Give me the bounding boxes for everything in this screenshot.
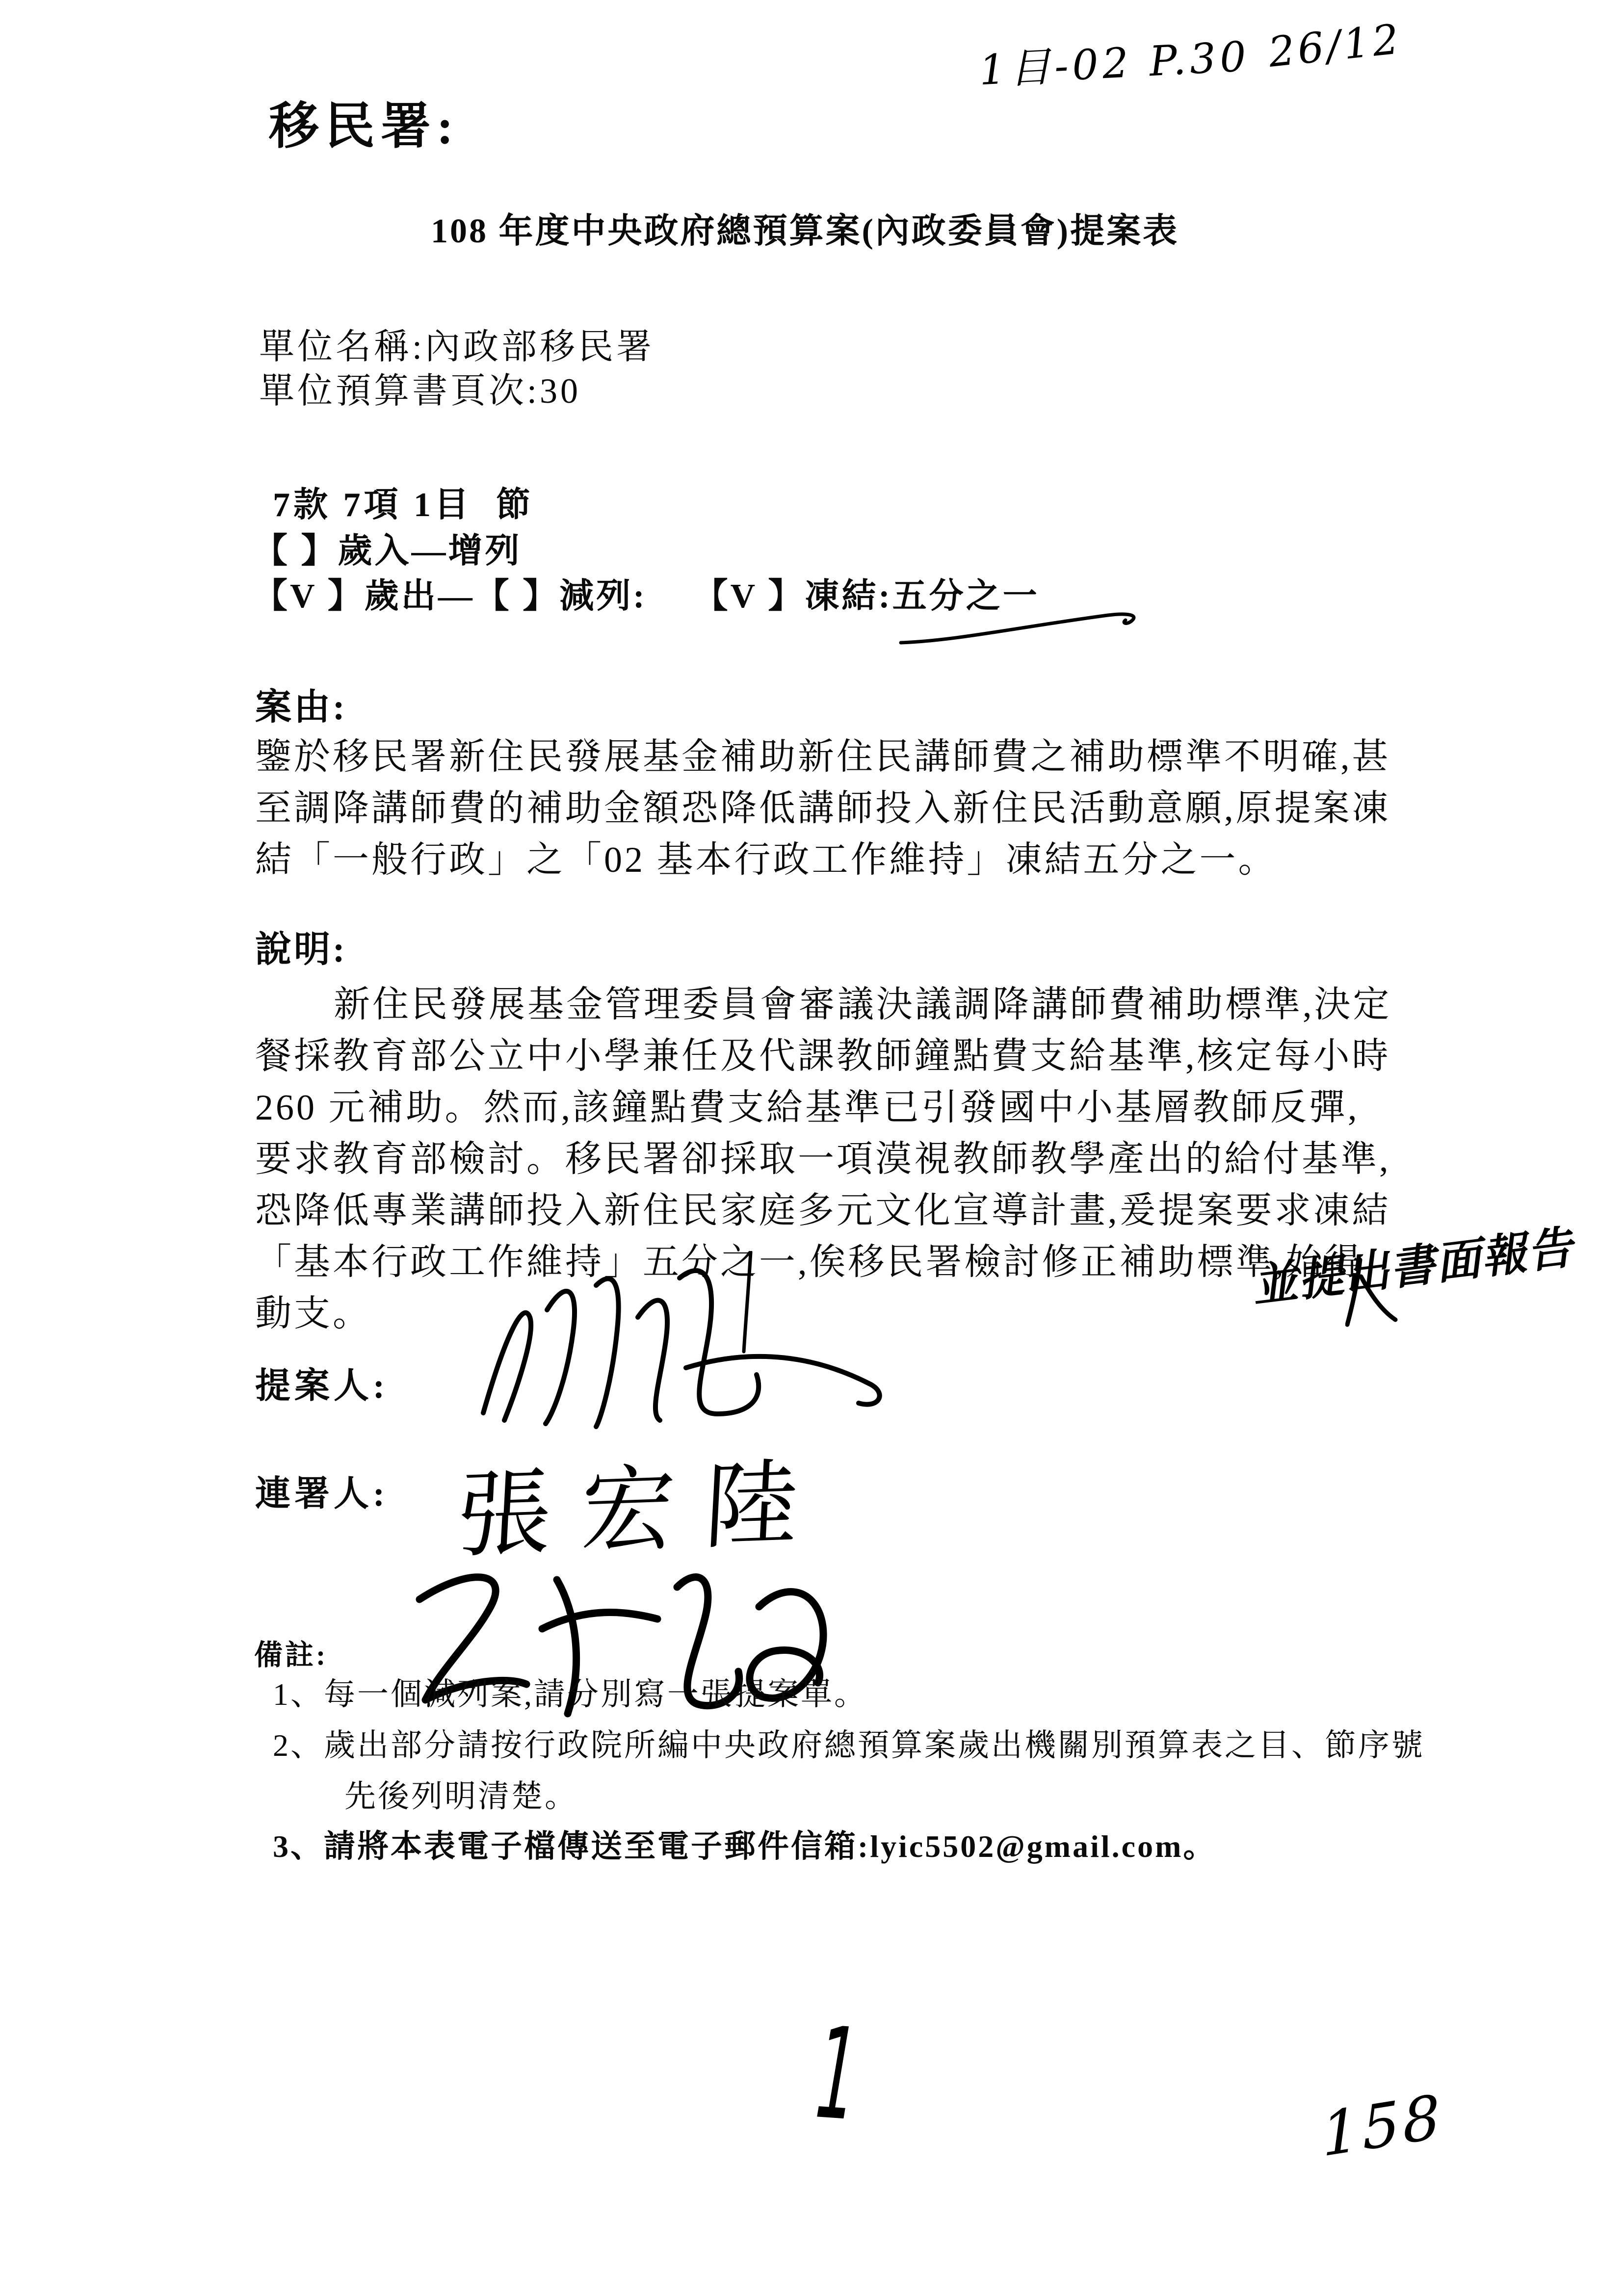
handwritten-annotation: 並提出書面報告 [1249,1220,1576,1313]
note-item: 2、歲出部分請按行政院所編中央政府總預算案歲出機關別預算表之目、節序號 [273,1728,1425,1763]
notes-heading: 備註: [254,1639,328,1671]
case-text-line: 至調降講師費的補助金額恐降低講師投入新住民活動意願,原提案凍 [255,788,1391,829]
cosigner-label: 連署人: [255,1474,389,1513]
unit-budget-page-line: 單位預算書頁次:30 [259,371,581,411]
handwritten-top-note-reference: 1目-02 P.30 [978,32,1252,95]
explanation-heading: 說明: [255,930,347,970]
handwritten-corner-number: 158 [1319,2081,1445,2170]
agency-heading: 移民署: [269,99,459,155]
cosigner-signature-name: 張宏陸 [454,1448,831,1571]
case-text-line: 鑒於移民署新住民發展基金補助新住民講師費之補助標準不明確,甚 [255,737,1391,777]
explanation-text-line: 餐採教育部公立中小學兼任及代課教師鐘點費支給基準,核定每小時 [255,1036,1391,1076]
handwritten-underline [897,604,1152,649]
handwritten-top-note-date: 26/12 [1266,15,1404,77]
case-heading: 案由: [255,687,347,728]
proposer-signature [456,1251,908,1457]
proposer-label: 提案人: [255,1366,389,1406]
expenditure-reduce-option: 【V 】歲出—【 】減列: [253,577,647,615]
freeze-option: 【V 】凍結: [693,577,892,615]
explanation-text-line: 新住民發展基金管理委員會審議決議調降講師費補助標準,決定 [334,985,1392,1025]
note-item: 3、請將本表電子檔傳送至電子郵件信箱:lyic5502@gmail.com。 [273,1829,1217,1864]
revenue-checkbox-line: 【 】歲入—增列 [253,532,522,570]
document-title: 108 年度中央政府總預算案(內政委員會)提案表 [431,212,1179,250]
explanation-text-line: 恐降低專業講師投入新住民家庭多元文化宣導計畫,爰提案要求凍結 [255,1191,1391,1231]
unit-name-line: 單位名稱:內政部移民署 [259,327,655,366]
explanation-text-line: 「基本行政工作維持」五分之一,俟移民署檢討修正補助標準,始得 [255,1242,1363,1282]
note-item-continuation: 先後列明清楚。 [344,1779,578,1814]
explanation-text-line: 要求教育部檢討。移民署卻採取一項漠視教師教學產出的給付基準, [255,1139,1391,1179]
explanation-text-line: 260 元補助。然而,該鐘點費支給基準已引發國中小基層教師反彈, [255,1088,1360,1128]
freeze-amount: 五分之一 [892,577,1040,615]
budget-item-classification: 7款 7項 1目 節 [273,486,534,524]
explanation-text-line: 動支。 [255,1294,371,1334]
note-item: 1、每一個減列案,請分別寫一張提案單。 [273,1677,867,1712]
handwritten-page-number: 1 [812,1999,863,2149]
case-text-line: 結「一般行政」之「02 基本行政工作維持」凍結五分之一。 [255,840,1277,880]
